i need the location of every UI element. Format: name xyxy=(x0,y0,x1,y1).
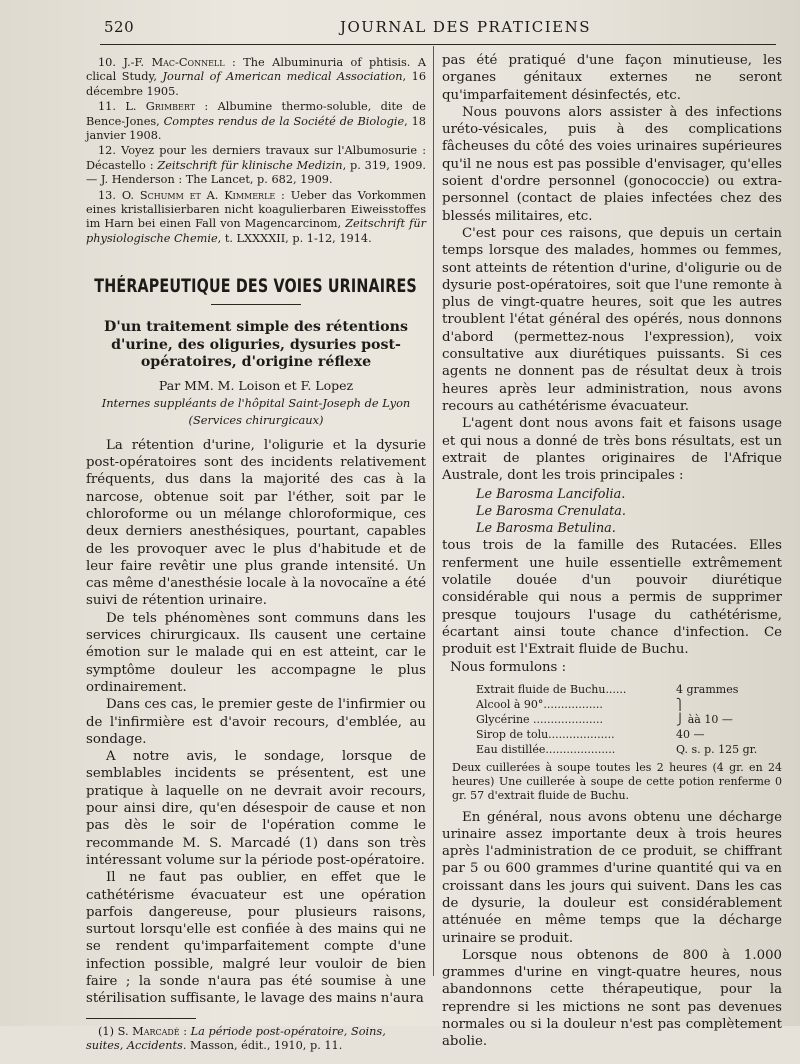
section-rule xyxy=(211,304,301,305)
prescription-row: Sirop de tolu................... 40 — xyxy=(476,727,705,741)
reference-item: 13. O. Schumm et A. Kimmerle : Ueber das Vorkommen eines kristallisierbaren nicht koagulierbaren Eiweisstoffes im Harn bei einen Fall von Magencarcinom, Zeitschrift für physiologische Chemie, t. LXXXXII, p. 1-12, 1914. xyxy=(86,188,426,245)
prescription-table xyxy=(476,682,776,757)
column-divider xyxy=(433,46,434,976)
prescription-row: Eau distillée.................... Q. s. p. 125 gr. xyxy=(476,742,758,756)
body-paragraph: pas été pratiqué d'une façon minutieuse, les organes génitaux externes ne seront qu'imparfaitement désinfectés, etc. xyxy=(442,53,782,103)
plant-item: Le Barosma Lancifolia. xyxy=(476,487,626,503)
header-rule xyxy=(100,44,776,45)
right-column xyxy=(442,52,782,1051)
body-paragraph: tous trois de la famille des Rutacées. Elles renferment une huile essentielle extrêmement volatile douée d'un pouvoir diurétique considérable qui nous a permis de supprimer presque toujours l'usage du cathétérisme, écartant ainsi toute chance d'infection. Ce produit est l'Extrait fluide de Buchu. xyxy=(442,538,782,658)
affiliation: Internes suppléants de l'hôpital Saint-Joseph de Lyon xyxy=(101,395,411,410)
affiliation-services: (Services chirurgicaux) xyxy=(188,412,324,427)
plant-list xyxy=(476,486,782,537)
plant-item: Le Barosma Betulina. xyxy=(476,521,616,537)
section-title: THÉRAPEUTIQUE DES VOIES URINAIRES xyxy=(94,276,417,298)
prescription-row: Glycérine .................... ⎭ àà 10 — xyxy=(476,712,733,726)
reference-item: 12. Voyez pour les derniers travaux sur l'Albumosurie : Décastello : Zeitschrift für klinische Medizin, p. 319, 1909. — J. Henderson : The Lancet, p. 682, 1909. xyxy=(86,144,427,187)
reference-item: 11. L. Grimbert : Albumine thermo-soluble, dite de Bence-Jones, Comptes rendus de la Société de Biologie, 18 janvier 1908. xyxy=(86,100,426,143)
page-header xyxy=(104,18,780,44)
body-paragraph: Lorsque nous obtenons de 800 à 1.000 grammes d'urine en vingt-quatre heures, nous abandonnons cette thérapeutique, pour la reprendre si les mictions ne sont pas devenues normales ou si la douleur n'est pas complètement abolie. xyxy=(442,947,782,1050)
body-paragraph: Dans ces cas, le premier geste de l'infirmier ou de l'infirmière est d'avoir recours, d'emblée, au sondage. xyxy=(86,697,426,747)
page-number: 520 xyxy=(104,18,135,36)
running-title: JOURNAL DES PRATICIENS xyxy=(340,18,592,36)
plant-item: Le Barosma Crenulata. xyxy=(476,504,626,520)
body-paragraph: Il ne faut pas oublier, en effet que le cathétérisme évacuateur est une opération parfois dangereuse, pour plusieurs raisons, surtout lorsqu'elle est confiée à des mains qui ne se rendent qu'imparfaitement compte d'une infection possible, malgré leur vouloir de bien faire ; la sonde n'aura pas été soumise à une stérilisation suffisante, le lavage des mains n'aura xyxy=(86,870,426,1007)
article-title: D'un traitement simple des rétentions d'urine, des oliguries, dysuries post-opératoires, d'origine réflexe xyxy=(104,319,408,371)
body-paragraph: A notre avis, le sondage, lorsque de semblables incidents se présentent, est une pratique à laquelle on ne devrait avoir recours, pour ainsi dire, qu'en désespoir de cause et non pas dès le soir de l'opération comme le recommande M. S. Marcadé (1) dans son très intéressant volume sur la période post-opératoire. xyxy=(86,749,426,868)
body-paragraph: L'agent dont nous avons fait et faisons usage et qui nous a donné de très bons résultats, est un extrait de plantes originaires de l'Afrique Australe, dont les trois principales : xyxy=(442,416,782,484)
dosage-note: Deux cuillerées à soupe toutes les 2 heures (4 gr. en 24 heures) Une cuillerée à soupe de cette potion renferme 0 gr. 57 d'extrait fluide de Buchu. xyxy=(452,760,782,802)
reference-item: 10. J.-F. Mac-Connell : The Albuminuria of phtisis. A clical Study, Journal of American medical Association, 16 décembre 1905. xyxy=(86,56,427,98)
formula-label: Nous formulons : xyxy=(450,659,567,675)
body-paragraph: De tels phénomènes sont communs dans les services chirurgicaux. Ils causent une certaine émotion sur le malade qui en est atteint, car le symptôme douleur les accompagne le plus ordinairement. xyxy=(86,610,426,695)
body-paragraph: La rétention d'urine, l'oligurie et la dysurie post-opératoires sont des incidents relativement fréquents, dus dans la majorité des cas à la narcose, obtenue soit par l'éther, soit par le chloroforme ou un mélange chloroformique, ces deux derniers anesthésiques, pourtant, capables de les provoquer avec le plus d'habitude et de leur faire revêtir une plus grande intensité. Un cas même d'anesthésie locale à la novocaïne a été suivi de rétention urinaire. xyxy=(86,437,426,609)
footnote: (1) S. Marcadé : La période post-opératoire, Soins, suites, Accidents. Masson, édit., 1910, p. 11. xyxy=(86,1024,386,1052)
prescription-row: Extrait fluide de Buchu...... 4 grammes xyxy=(476,682,739,696)
body-paragraph: En général, nous avons obtenu une décharge urinaire assez importante deux à trois heures après l'administration de ce produit, se chiffrant par 5 ou 600 grammes d'urine quantité qui va en croissant dans les jours qui suivent. Dans les cas de dysurie, la douleur est considérablement atténuée en même temps que la décharge urinaire se produit. xyxy=(442,809,782,946)
prescription-row: Alcool à 90°................. ⎫ xyxy=(476,697,685,711)
footnote-rule xyxy=(86,1018,196,1019)
left-column xyxy=(86,56,426,1064)
body-paragraph: Nous pouvons alors assister à des infections uréto-vésicales, puis à des complications fâcheuses du côté des voies urinaires supérieures qu'il ne nous est pas possible d'envisager, qu'elles soient d'ordre personnel (gonococcie) ou extra-personnel (contact de plaies infectées chez des blessés militaires, etc. xyxy=(442,104,782,224)
reference-list xyxy=(86,56,426,246)
byline: Par MM. M. Loison et F. Lopez xyxy=(158,377,354,393)
body-paragraph: C'est pour ces raisons, que depuis un certain temps lorsque des malades, hommes ou femmes, sont atteints de rétention d'urine, d'oligurie ou de dysurie post-opératoires, soit que l'une remonte à plus de vingt-quatre heures, soit que les autres troublent l'état général des opérés, nous donnons d'abord (permettez-nous l'expression), voix consultative aux diurétiques puissants. Si ces agents ne donnent pas de résultat deux à trois heures après leur administration, nous avons recours au cathétérisme évacuateur. xyxy=(442,225,782,414)
